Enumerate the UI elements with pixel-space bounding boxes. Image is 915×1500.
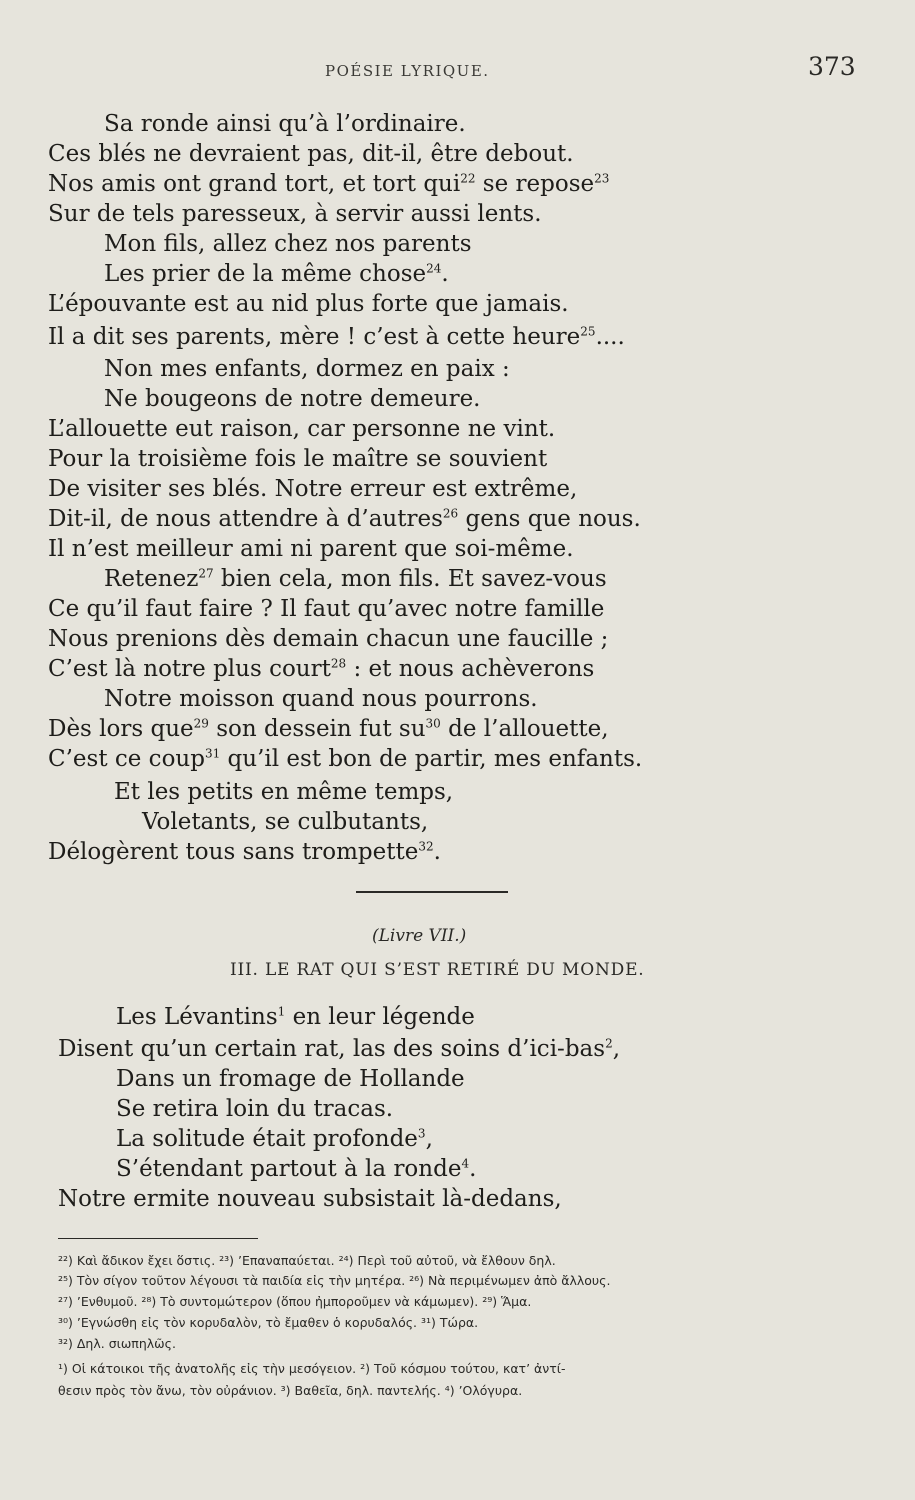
verse-line (116, 1125, 433, 1153)
verse-line (116, 1065, 465, 1093)
verse-line (116, 1003, 475, 1031)
footnote-marker: 22 (460, 171, 476, 186)
verse-line (58, 1035, 620, 1063)
verse-text: bien cela, mon fils. Et savez-vous (213, 566, 607, 592)
verse-text: L’allouette eut raison, car personne ne vint. (48, 416, 556, 442)
verse-text: Les Lévantins (116, 1004, 278, 1030)
verse-text: Ce qu’il faut faire ? Il faut qu’avec notre famille (48, 596, 605, 622)
footnote-marker: 3 (417, 1126, 426, 1141)
verse-line (48, 445, 547, 473)
section-divider (356, 891, 508, 893)
verse-text: Non mes enfants, dormez en paix : (104, 356, 510, 382)
verse-text: : et nous achèverons (346, 656, 595, 682)
verse-line (48, 655, 594, 683)
verse-line (48, 745, 642, 773)
verse-text: Nous prenions dès demain chacun une faucille ; (48, 626, 609, 652)
footnote-marker: 31 (204, 746, 221, 761)
verse-text: Dans un fromage de Hollande (116, 1066, 465, 1092)
verse-line (116, 1155, 476, 1183)
footnote-line: ²⁵) Τὸν σίγον τοῦτον λέγουσι τὰ παιδία εἰς τὴν μητέρα. ²⁶) Νὰ περιμένωμεν ἀπὸ ἄλλους. (58, 1273, 611, 1288)
verse-text: Ne bougeons de notre demeure. (104, 386, 481, 412)
footnote-marker: 29 (193, 716, 209, 731)
verse-text: Ces blés ne devraient pas, dit-il, être debout. (48, 141, 574, 167)
verse-line (142, 808, 428, 836)
verse-text: gens que nous. (458, 506, 641, 532)
footnote-line: ²²) Καὶ ἄδικον ἔχει ὅστις. ²³) ’Επαναπαύεται. ²⁴) Περὶ τοῦ αὐτοῦ, νὰ ἔλθουν δηλ. (58, 1253, 556, 1268)
verse-text: , (425, 1126, 433, 1152)
verse-text: Il a dit ses parents, mère ! c’est à cette heure (48, 324, 581, 350)
verse-text: S’étendant partout à la ronde (116, 1156, 462, 1182)
verse-line (104, 355, 510, 383)
footnote-rule (58, 1238, 258, 1239)
verse-line (104, 685, 538, 713)
footnote-marker: 1 (277, 1004, 286, 1019)
footnote-line: ³⁰) ’Εγνώσθη εἰς τὸν κορυδαλὸν, τὸ ἔμαθεν ὁ κορυδαλός. ³¹) Τώρα. (58, 1315, 479, 1330)
verse-line (104, 565, 607, 593)
verse-text: . (441, 261, 449, 287)
verse-line (116, 1095, 393, 1123)
verse-text: Se retira loin du tracas. (116, 1096, 394, 1122)
verse-line (48, 140, 574, 168)
running-title: POÉSIE LYRIQUE. (325, 62, 490, 80)
footnote-marker: 32 (418, 839, 434, 854)
verse-text: Sur de tels paresseux, à servir aussi lents. (48, 201, 542, 227)
footnote-marker: 4 (461, 1156, 470, 1171)
verse-text: . (433, 839, 441, 865)
verse-text: La solitude était profonde (116, 1126, 418, 1152)
verse-line (48, 595, 604, 623)
verse-line (48, 505, 641, 533)
verse-line (48, 170, 609, 198)
verse-text: .... (595, 324, 625, 350)
verse-line (48, 290, 569, 318)
verse-text: Sa ronde ainsi qu’à l’ordinaire. (104, 111, 466, 137)
footnote-line: ³²) Δηλ. σιωπηλῶς. (58, 1336, 176, 1351)
verse-text: Notre moisson quand nous pourrons. (104, 686, 538, 712)
verse-line (48, 415, 555, 443)
verse-text: C’est ce coup (48, 746, 205, 772)
footnote-marker: 30 (425, 716, 441, 731)
verse-text: son dessein fut su (208, 716, 426, 742)
verse-text: Nos amis ont grand tort, et tort qui (48, 171, 461, 197)
verse-text: Dit-il, de nous attendre à d’autres (48, 506, 443, 532)
verse-line (48, 323, 625, 351)
verse-line (114, 778, 453, 806)
book-reference: (Livre VII.) (372, 926, 467, 946)
footnote-line: θεσιν πρὸς τὸν ἄνω, τὸν οὐράνιον. ³) Βαθεῖα, δηλ. παντελής. ⁴) ’Ολόγυρα. (58, 1383, 523, 1398)
verse-line (48, 838, 441, 866)
footnote-marker: 2 (605, 1036, 613, 1051)
page-number: 373 (808, 52, 856, 81)
footnote-marker: 24 (426, 261, 442, 276)
verse-text: en leur légende (285, 1004, 475, 1030)
verse-line (48, 715, 609, 743)
verse-text: Il n’est meilleur ami ni parent que soi-même. (48, 536, 574, 562)
verse-line (48, 200, 542, 228)
verse-line (104, 260, 449, 288)
verse-text: . (469, 1156, 477, 1182)
verse-text: qu’il est bon de partir, mes enfants. (220, 746, 643, 772)
verse-text: , (612, 1036, 621, 1062)
verse-line (58, 1185, 562, 1213)
verse-text: Dès lors que (48, 716, 194, 742)
verse-text: Pour la troisième fois le maître se souvient (48, 446, 548, 472)
fable-title: III. LE RAT QUI S’EST RETIRÉ DU MONDE. (230, 960, 645, 980)
verse-text: Voletants, se culbutants, (142, 809, 429, 835)
verse-line (104, 110, 466, 138)
footnote-marker: 25 (580, 324, 596, 339)
verse-line (104, 230, 472, 258)
footnote-line: ¹) Οἱ κάτοικοι τῆς ἀνατολῆς εἰς τὴν μεσόγειον. ²) Τοῦ κόσμου τούτου, κατ’ ἀντί- (58, 1361, 566, 1376)
verse-text: se repose (475, 171, 595, 197)
verse-text: C’est là notre plus court (48, 656, 331, 682)
verse-text: Délogèrent tous sans trompette (48, 839, 419, 865)
page-header (0, 52, 915, 92)
footnote-marker: 27 (198, 566, 214, 581)
footnote-line: ²⁷) ’Ενθυμοῦ. ²⁸) Τὸ συντομώτερον (ὅπου ἠμποροῦμεν νὰ κάμωμεν). ²⁹) Ἅμα. (58, 1294, 532, 1309)
verse-line (104, 385, 481, 413)
verse-text: L’épouvante est au nid plus forte que jamais. (48, 291, 569, 317)
footnote-marker: 23 (594, 171, 610, 186)
verse-text: Et les petits en même temps, (114, 779, 454, 805)
verse-text: De visiter ses blés. Notre erreur est extrême, (48, 476, 578, 502)
verse-text: Notre ermite nouveau subsistait là-dedans, (58, 1186, 562, 1212)
footnote-marker: 28 (330, 656, 347, 671)
verse-text: Mon fils, allez chez nos parents (104, 231, 472, 257)
verse-line (48, 625, 608, 653)
verse-text: de l’allouette, (440, 716, 609, 742)
verse-line (48, 475, 577, 503)
verse-text: Les prier de la même chose (104, 261, 427, 287)
verse-line (48, 535, 574, 563)
verse-text: Retenez (104, 566, 199, 592)
verse-text: Disent qu’un certain rat, las des soins d’ici-bas (58, 1036, 606, 1062)
footnote-marker: 26 (442, 506, 459, 521)
